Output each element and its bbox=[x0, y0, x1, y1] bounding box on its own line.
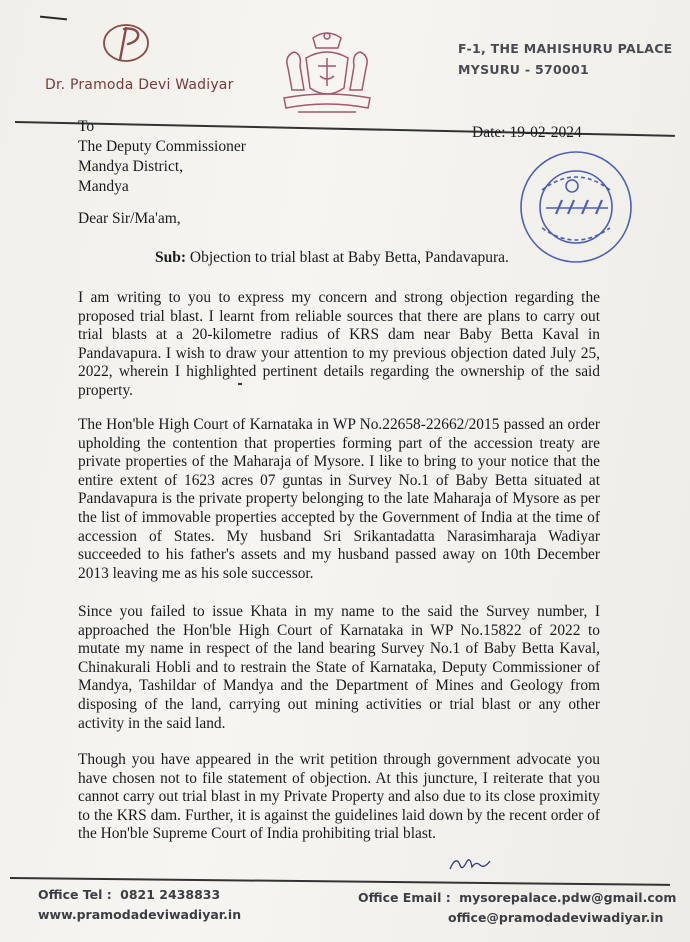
phone-value: 0821 2438833 bbox=[120, 887, 221, 902]
recipient-block bbox=[78, 117, 246, 197]
office-phone bbox=[38, 887, 220, 902]
recipient-district: Mandya District, bbox=[78, 158, 184, 175]
email-secondary[interactable]: office@pramodadeviwadiyar.in bbox=[448, 910, 664, 925]
recipient-city: Mandya bbox=[78, 178, 129, 195]
date-value: 19-02-2024 bbox=[509, 124, 582, 141]
website-link[interactable]: www.pramodadeviwadiyar.in bbox=[38, 907, 242, 922]
received-stamp bbox=[512, 148, 640, 266]
to-label: To bbox=[78, 118, 95, 135]
address-line-2: MYSURU - 570001 bbox=[458, 62, 589, 77]
email-label: Office Email : bbox=[358, 890, 451, 905]
date-label: Date: bbox=[472, 124, 506, 141]
sender-name: Dr. Pramoda Devi Wadiyar bbox=[45, 77, 234, 93]
footer-divider bbox=[10, 877, 670, 886]
phone-label: Office Tel : bbox=[38, 887, 112, 902]
paragraph-4: Though you have appeared in the writ petition through government advocate you have chosen not to file statement of objection. At this juncture, I reiterate that you cannot carry out trial blast in my Private Property and also due to its close proximity to the KRS dam. Further, it is against the guidelines laid down by the recent order of the Hon'ble Supreme Court of India prohibiting trial blast. bbox=[78, 751, 600, 843]
address-line-1: F-1, THE MAHISHURU PALACE bbox=[458, 41, 673, 56]
letter-date bbox=[472, 124, 582, 142]
subject-text: Objection to trial blast at Baby Betta, Pandavapura. bbox=[189, 249, 509, 266]
subject-label: Sub: bbox=[155, 249, 187, 266]
recipient-title: The Deputy Commissioner bbox=[78, 138, 246, 155]
paragraph-3: Since you failed to issue Khata in my name to the said the Survey number, I approached the Hon'ble High Court of Karnataka in WP No.15822 of 2022 to mutate my name in respect of the land bearing Survey No.1 of Baby Betta Kaval, Chinakurali Hobli and to restrain the State of Karnataka, Deputy Commissioner of Mandya, Tashildar of Mandya and the Department of Mines and Geology from disposing of the land, carrying out mining activities or trial blast or any other activity in the said land. bbox=[78, 603, 600, 732]
royal-crest-emblem bbox=[278, 28, 376, 120]
salutation: Dear Sir/Ma'am, bbox=[78, 210, 181, 227]
paragraph-2: The Hon'ble High Court of Karnataka in WP No.22658-22662/2015 passed an order upholding the contention that properties forming part of the accession treaty are private properties of the Maharaja of Mysore. I like to bring to your notice that the entire extent of 1623 acres 07 guntas in Survey No.1 of Baby Betta situated at Pandavapura is the private property belonging to the late Maharaja of Mysore as per the list of immovable properties accepted by the Government of India at the time of accession of States. My husband Sri Srikantadatta Narasimharaja Wadiyar succeeded to his father's assets and my husband passed away on 10th December 2013 leaving me as his sole successor. bbox=[78, 416, 600, 582]
email-primary[interactable]: mysorepalace.pdw@gmail.com bbox=[459, 890, 677, 905]
pen-mark bbox=[40, 16, 67, 21]
subject-line bbox=[155, 249, 509, 267]
paragraph-1: I am writing to you to express my concern and strong objection regarding the proposed trial blast. I learnt from reliable sources that there are plans to carry out trial blasts at a 20-kilometre radius of KRS dam near Baby Betta Kaval in Pandavapura. I wish to draw your attention to my previous objection dated July 25, 2022, wherein I highlighted pertinent details regarding the ownership of the said property. bbox=[78, 289, 600, 399]
ink-speck bbox=[238, 383, 242, 385]
palace-address bbox=[458, 38, 673, 80]
monogram-p-logo bbox=[100, 20, 152, 68]
handwritten-signature bbox=[448, 851, 492, 875]
office-email bbox=[358, 890, 676, 905]
